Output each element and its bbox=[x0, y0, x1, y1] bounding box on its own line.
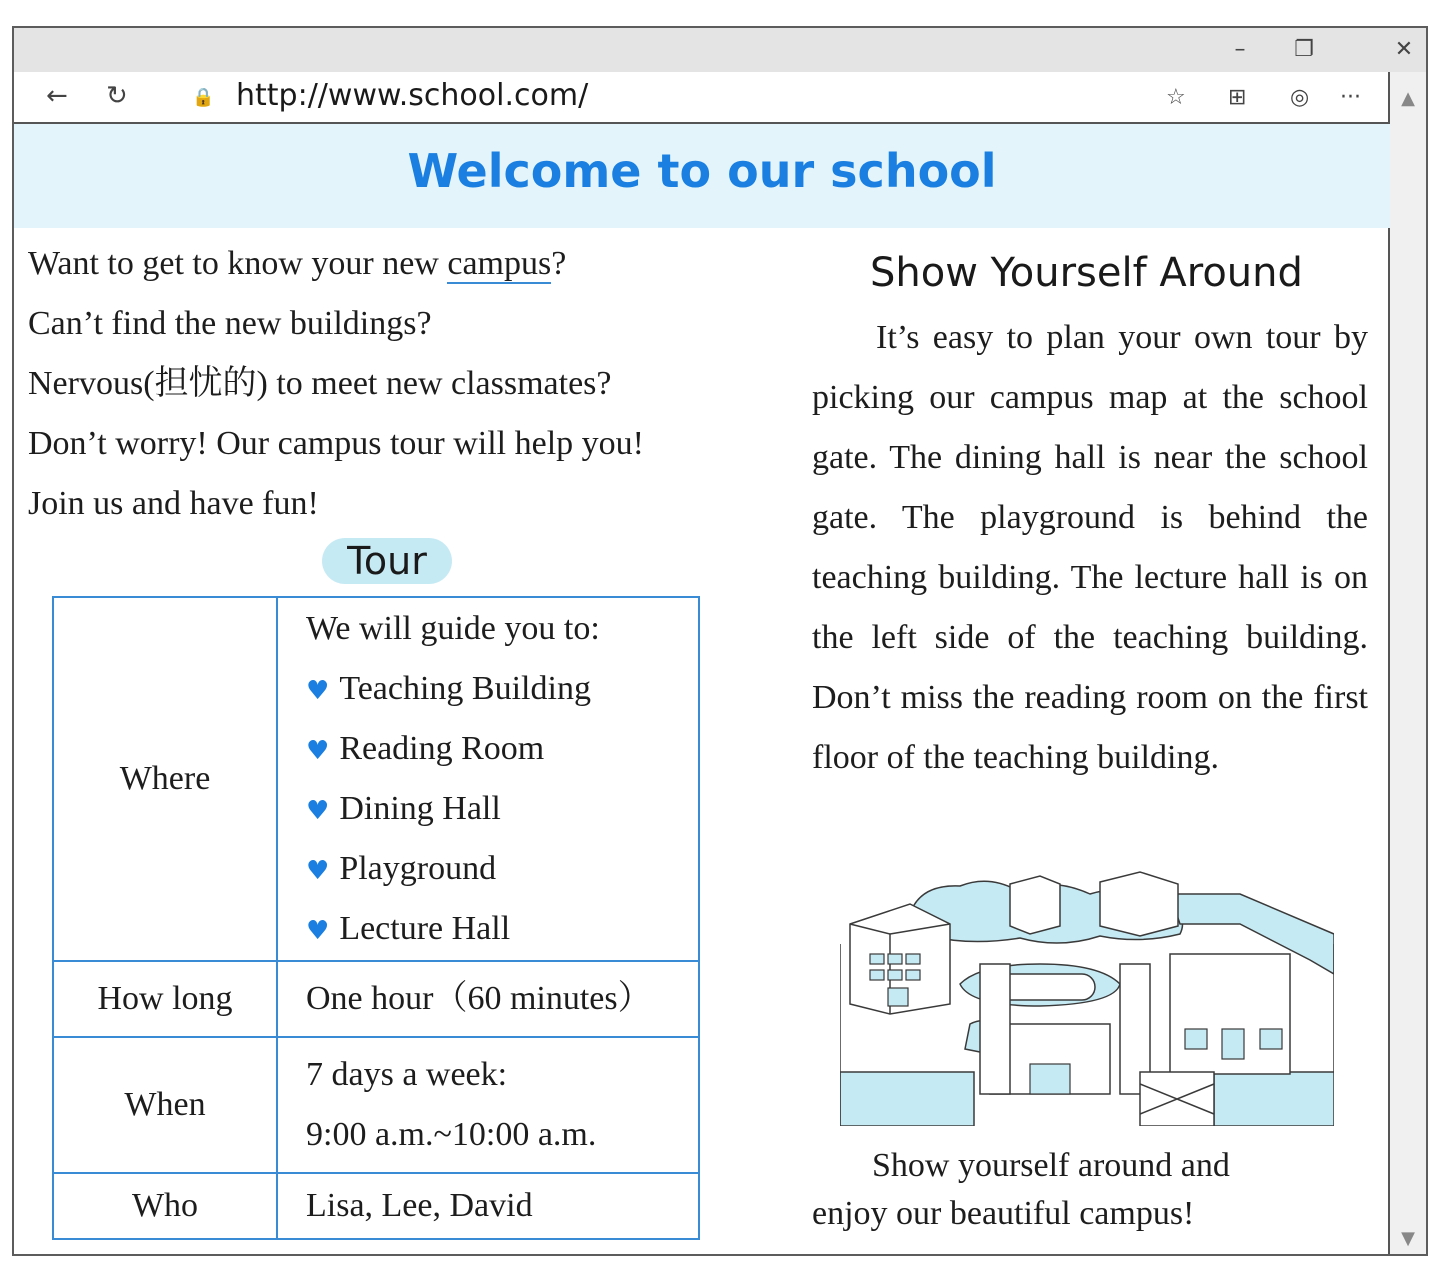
intro-line: Nervous(担忧的) to meet new classmates? bbox=[28, 365, 612, 402]
intro-text bbox=[28, 234, 788, 534]
underlined-word: campus bbox=[447, 245, 552, 282]
tour-table bbox=[52, 596, 700, 1240]
heart-icon: ♥ bbox=[306, 796, 330, 826]
when-cell: 7 days a week: 9:00 a.m.~10:00 a.m. bbox=[277, 1037, 699, 1173]
heart-icon: ♥ bbox=[306, 856, 330, 886]
closing-text bbox=[812, 1142, 1372, 1238]
table-row bbox=[53, 1037, 699, 1173]
how-long-cell: One hour（60 minutes） bbox=[277, 961, 699, 1037]
heart-icon: ♥ bbox=[306, 676, 330, 706]
restore-button[interactable]: ❐ bbox=[1294, 37, 1314, 62]
row-head-where: Where bbox=[53, 597, 277, 961]
scroll-down-icon[interactable]: ▼ bbox=[1401, 1228, 1415, 1249]
title-bar bbox=[14, 28, 1426, 73]
welcome-banner bbox=[14, 124, 1390, 228]
collections-icon[interactable]: ⊞ bbox=[1228, 85, 1247, 110]
table-row bbox=[53, 1173, 699, 1239]
page-title: Welcome to our school bbox=[407, 144, 997, 198]
where-intro: We will guide you to: bbox=[306, 610, 600, 647]
list-item: ♥ Teaching Building bbox=[306, 670, 591, 707]
intro-line: Can’t find the new buildings? bbox=[28, 305, 432, 342]
scroll-up-icon[interactable]: ▲ bbox=[1401, 88, 1415, 109]
closing-line: Show yourself around and bbox=[872, 1147, 1230, 1184]
list-item: ♥ Dining Hall bbox=[306, 790, 501, 827]
list-item: ♥ Reading Room bbox=[306, 730, 545, 767]
minimize-button[interactable]: – bbox=[1234, 37, 1246, 62]
browser-window bbox=[12, 26, 1428, 1256]
address-bar bbox=[14, 72, 1390, 124]
list-item: ♥ Lecture Hall bbox=[306, 910, 511, 947]
scrollbar[interactable] bbox=[1388, 72, 1426, 1256]
heart-icon: ♥ bbox=[306, 916, 330, 946]
back-icon[interactable]: ← bbox=[46, 81, 68, 111]
tour-paragraph: It’s easy to plan your own tour by picking our campus map at the school gate. The dining hall is near the school gate. The playground is behind the teaching building. The lecture hall is on the left side of the teaching building. Don’t miss the reading room on the first floor of the teaching building. bbox=[812, 319, 1368, 776]
intro-line: Join us and have fun! bbox=[28, 485, 319, 522]
table-row bbox=[53, 961, 699, 1037]
tour-label: Tour bbox=[322, 538, 452, 584]
row-head-when: When bbox=[53, 1037, 277, 1173]
favorite-icon[interactable]: ☆ bbox=[1166, 85, 1186, 110]
where-cell bbox=[277, 597, 699, 961]
section-title: Show Yourself Around bbox=[870, 250, 1303, 296]
intro-line: Don’t worry! Our campus tour will help you! bbox=[28, 425, 644, 462]
intro-line: Want to get to know your new campus? bbox=[28, 245, 567, 282]
row-head-how-long: How long bbox=[53, 961, 277, 1037]
profile-icon[interactable]: ◎ bbox=[1290, 85, 1310, 110]
more-icon[interactable]: ··· bbox=[1340, 85, 1361, 110]
row-head-who: Who bbox=[53, 1173, 277, 1239]
url-field[interactable]: http://www.school.com/ bbox=[236, 78, 589, 113]
list-item: ♥ Playground bbox=[306, 850, 497, 887]
close-button[interactable]: ✕ bbox=[1394, 37, 1414, 62]
lock-icon: 🔒 bbox=[192, 87, 215, 108]
who-cell: Lisa, Lee, David bbox=[277, 1173, 699, 1239]
closing-line: enjoy our beautiful campus! bbox=[812, 1195, 1195, 1232]
refresh-icon[interactable]: ↻ bbox=[106, 81, 128, 111]
table-row bbox=[53, 597, 699, 961]
campus-map-illustration bbox=[840, 864, 1334, 1126]
heart-icon: ♥ bbox=[306, 736, 330, 766]
